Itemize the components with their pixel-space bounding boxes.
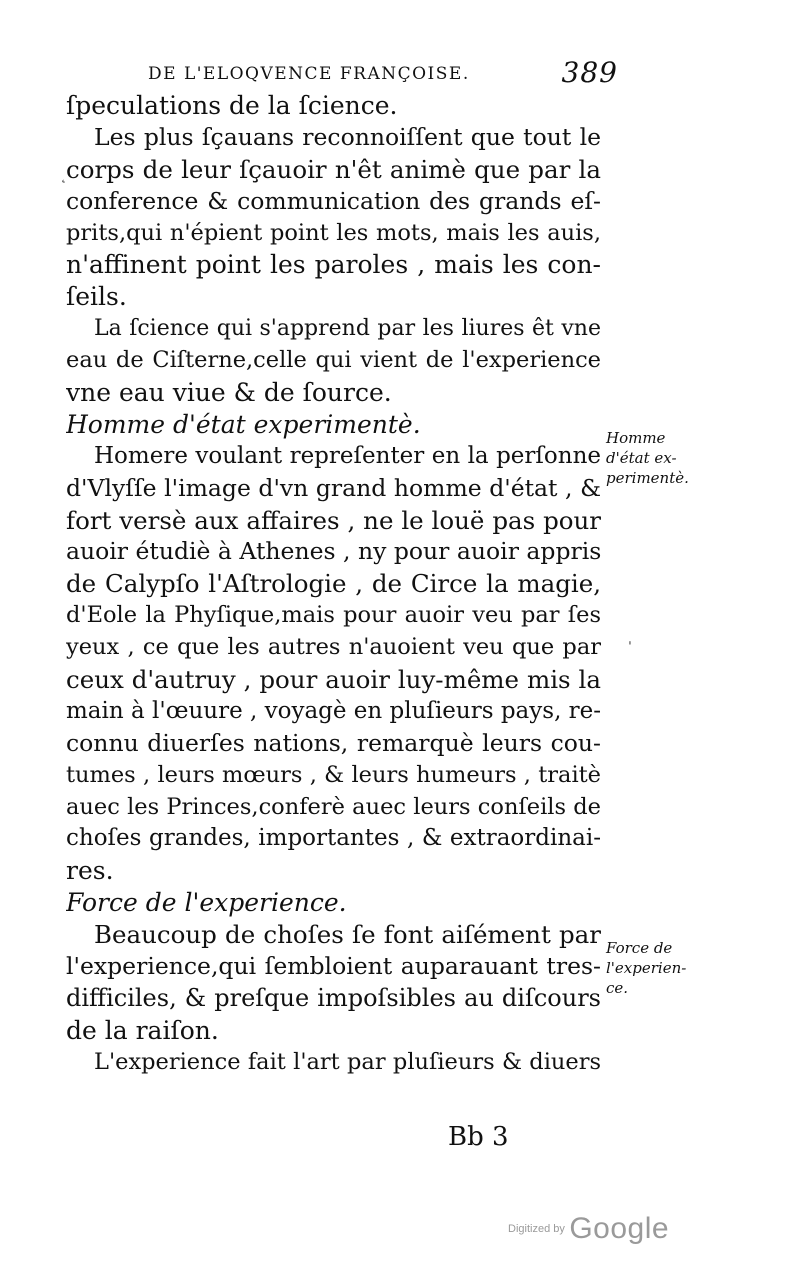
- google-logo: Google: [569, 1212, 670, 1245]
- sidenote-line: Homme: [606, 429, 666, 447]
- text-line: ſeils.: [66, 282, 127, 312]
- text-line: auec les Princes,conferè auec leurs conſeils de: [66, 793, 601, 820]
- text-line: fort versè aux affaires , ne le louë pas pour: [66, 505, 601, 535]
- text-line: main à l'œuure , voyagè en pluſieurs pays, re-: [66, 697, 601, 724]
- text-line: connu diuerſes nations, remarquè leurs cou-: [66, 728, 601, 757]
- text-line: Les plus ſçauans reconnoiſſent que tout le: [94, 122, 601, 151]
- signature-mark: Bb 3: [448, 1122, 509, 1152]
- text-line: La ſcience qui s'apprend par les liures êt vne: [94, 316, 601, 342]
- sidenote-line: ce.: [606, 979, 629, 997]
- text-line: ceux d'autruy , pour auoir luy-même mis la: [66, 665, 601, 695]
- text-line: tumes , leurs mœurs , & leurs humeurs , traitè: [66, 761, 601, 788]
- watermark-prefix: Digitized by: [508, 1223, 565, 1235]
- running-title: DE L'ELOQVENCE FRANÇOISE.: [148, 64, 470, 84]
- sidenote-line: Force de: [606, 939, 673, 957]
- sidenote-line: d'état ex-: [606, 449, 677, 467]
- section-heading: Force de l'experience.: [66, 888, 347, 918]
- text-line: n'affinent point les paroles , mais les con-: [66, 250, 601, 280]
- sidenote-line: l'experien-: [606, 959, 687, 977]
- sidenote-homme-detat: [606, 428, 689, 488]
- text-line: d'Vlyſſe l'image d'vn grand homme d'état , &: [66, 473, 601, 502]
- digitized-watermark: [508, 1212, 669, 1246]
- text-line: de Calypſo l'Aſtrologie , de Circe la magie,: [66, 569, 601, 599]
- text-line: ſpeculations de la ſcience.: [66, 91, 398, 120]
- sidenote-force-experience: [606, 938, 686, 998]
- body-text: [66, 90, 601, 1079]
- text-line: eau de Ciſterne,celle qui vient de l'experience: [66, 347, 601, 374]
- text-line: de la raiſon.: [66, 1015, 219, 1045]
- text-line: conference & communication des grands eſ-: [66, 186, 601, 215]
- sidenote-line: perimentè.: [606, 469, 689, 487]
- text-line: res.: [66, 856, 114, 886]
- text-line: L'experience fait l'art par pluſieurs & diuers: [94, 1048, 601, 1075]
- text-line: Beaucoup de choſes ſe font aiſément par: [94, 920, 601, 950]
- stray-mark: ˈ: [628, 640, 632, 656]
- text-line: difficiles, & preſque impoſsibles au diſcours: [66, 983, 601, 1012]
- text-line: auoir étudiè à Athenes , ny pour auoir appris: [66, 537, 601, 566]
- text-line: vne eau viue & de ſource.: [66, 378, 392, 408]
- section-heading: Homme d'état experimentè.: [66, 409, 421, 439]
- text-line: corps de leur ſçauoir n'êt animè que par la: [66, 154, 601, 184]
- text-line: d'Eole la Phyſique,mais pour auoir veu par ſes: [66, 602, 601, 629]
- text-line: choſes grandes, importantes , & extraordinai-: [66, 825, 601, 852]
- text-line: l'experience,qui ſembloient auparauant tres-: [66, 952, 601, 981]
- text-line: yeux , ce que les autres n'auoient veu que par: [66, 634, 601, 661]
- stray-mark: ˛: [60, 168, 67, 184]
- text-line: Homere voulant repreſenter en la perſonne: [94, 442, 601, 469]
- text-line: prits,qui n'épient point les mots, mais les auis,: [66, 219, 601, 246]
- page-number: 389: [561, 56, 618, 89]
